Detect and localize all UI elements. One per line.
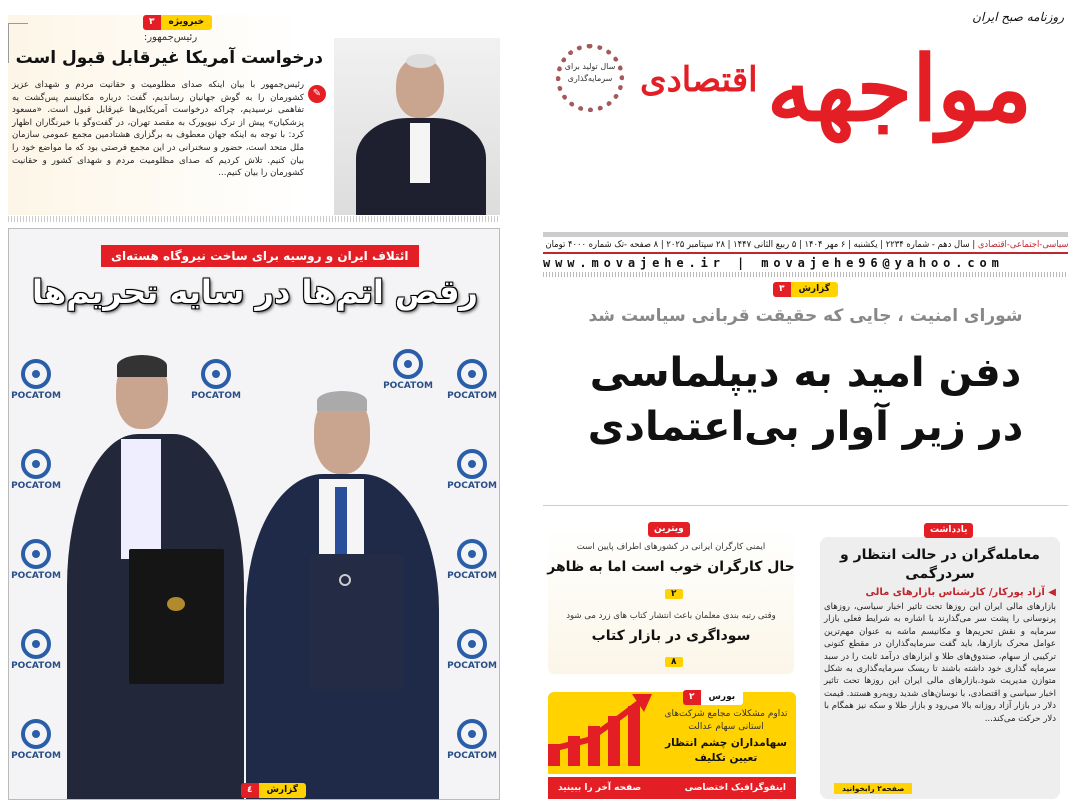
rosatom-logo-tile: [445, 359, 499, 401]
shirt: [121, 439, 161, 559]
rosatom-logo-tile: [445, 629, 499, 671]
tag-label: یادداشت: [924, 523, 973, 538]
divider: [543, 505, 1068, 506]
rosatom-word: POCATOM: [191, 391, 241, 401]
bourse-tag: [683, 690, 743, 705]
rosatom-logo-tile: [381, 349, 435, 391]
rosatom-logo-tile: [445, 539, 499, 581]
issue-details: | سال دهم - شماره ۲۲۳۴ | یکشنبه | ۶ مهر ۱۴۰۴ | ۵ ربیع الثانی ۱۴۴۷ | ۲۸ سپتامبر ۲۰۲۵ | ۸ صفحه -تک شماره ۴۰۰۰ تومان: [545, 240, 975, 250]
rosatom-logo-tile: [9, 629, 63, 671]
tag-page: ۳: [143, 15, 161, 30]
rosatom-icon: [21, 629, 51, 659]
main-story-tag: [773, 282, 838, 297]
rosatom-icon: [21, 449, 51, 479]
main-story-headline[interactable]: [543, 346, 1068, 454]
photo-story-kicker: ائتلاف ایران و روسیه برای ساخت نیروگاه هسته‌ای: [101, 245, 419, 267]
rosatom-logo-tile: [9, 539, 63, 581]
infographic-cta[interactable]: صفحه آخر را ببینید: [558, 783, 642, 793]
issue-category: سیاسی-اجتماعی-اقتصادی: [977, 240, 1068, 250]
showcase-item-kicker: ایمنی کارگران ایرانی در کشورهای اطراف پایین است: [576, 542, 766, 552]
rosatom-logo-tile: [9, 449, 63, 491]
divider: [543, 272, 1068, 277]
rosatom-icon: [393, 349, 423, 379]
rosatom-word: POCATOM: [11, 751, 61, 761]
rosatom-word: POCATOM: [11, 571, 61, 581]
newspaper-logo: مواجهه: [766, 36, 1032, 142]
document-folder-right: [309, 554, 404, 689]
tag-label: گزارش: [791, 282, 839, 297]
seal-emblem: سال تولید برای سرمایه‌گذاری: [556, 44, 624, 112]
showcase-item-headline[interactable]: حال کارگران خوب است اما به ظاهر: [547, 559, 795, 575]
author-name: آزاد پورکار/ کارشناس بازارهای مالی: [865, 587, 1045, 598]
read-more-link[interactable]: صفحه۲ رابخوانید: [834, 783, 912, 794]
rosatom-word: POCATOM: [11, 391, 61, 401]
rosatom-icon: [21, 539, 51, 569]
photo-story-tag: [241, 783, 306, 798]
main-story-kicker: شورای امنیت ، جایی که حقیقت قربانی سیاست شد: [588, 306, 1023, 326]
tag-label: خبرویژه: [161, 15, 213, 30]
showcase-tag: [648, 522, 690, 537]
note-headline[interactable]: معامله‌گران در حالت انتظار و سردرگمی: [840, 547, 1040, 582]
document-folder-left: [129, 549, 224, 684]
tag-page: ۳: [773, 282, 791, 297]
rosatom-word: POCATOM: [447, 571, 497, 581]
masthead-subtitle: روزنامه صبح ایران: [972, 10, 1064, 24]
rosatom-word: POCATOM: [383, 381, 433, 391]
rosatom-logo-tile: [9, 719, 63, 761]
issue-info-bar: [543, 232, 1068, 250]
tag-label: ویترین: [648, 522, 690, 537]
website-link[interactable]: www.movajehe.ir | movajehe96@yahoo.com: [543, 252, 1068, 270]
top-story-tag: [143, 15, 212, 30]
rosatom-word: POCATOM: [447, 481, 497, 491]
tag-page: ۲: [683, 690, 701, 705]
infographic-banner[interactable]: [548, 777, 796, 799]
note-tag: [924, 523, 973, 538]
rosatom-word: POCATOM: [447, 751, 497, 761]
trend-arrow-icon: [548, 692, 654, 772]
tag-page: ٤: [241, 783, 259, 798]
rosatom-icon: [457, 449, 487, 479]
tag-label: گزارش: [259, 783, 307, 798]
showcase-item-headline[interactable]: سوداگری در بازار کتاب: [591, 628, 751, 644]
bourse-headline[interactable]: سهامداران چشم انتظار تعیین تکلیف: [665, 737, 787, 764]
rosatom-logo-tile: [9, 359, 63, 401]
showcase-item-page[interactable]: ۲: [665, 589, 683, 599]
infographic-label: اینفوگرافیک اختصاصی: [684, 783, 786, 793]
rosatom-icon: [21, 359, 51, 389]
rosatom-icon: [457, 539, 487, 569]
rosatom-icon: [457, 719, 487, 749]
photo-story[interactable]: [8, 228, 500, 800]
rosatom-logo-tile: [445, 719, 499, 761]
president-photo: [334, 38, 500, 215]
showcase-item-page[interactable]: ۸: [665, 657, 683, 667]
top-story-headline[interactable]: درخواست آمریکا غیرقابل قبول است: [15, 48, 323, 68]
rosatom-word: POCATOM: [447, 661, 497, 671]
showcase-item-kicker: وقتی رتبه بندی معلمان باعث انتشار کتاب های زرد می شود: [566, 611, 776, 621]
rosatom-icon: [201, 359, 231, 389]
rosatom-logo-tile: [445, 449, 499, 491]
headline-line-2: در زیر آوار بی‌اعتمادی: [587, 404, 1024, 450]
rosatom-word: POCATOM: [11, 481, 61, 491]
rosatom-icon: [457, 359, 487, 389]
tag-label: بورس: [701, 690, 744, 705]
top-story-kicker: رئیس‌جمهور:: [143, 32, 198, 43]
note-author: ◀ آزاد پورکار/ کارشناس بازارهای مالی: [865, 587, 1056, 598]
rosatom-word: POCATOM: [447, 391, 497, 401]
note-body: بازارهای مالی ایران این روزها تحت تاثیر اخبار سیاسی، روزهای پرنوسانی را پشت سر می‌گذارند با اشاره به شرایط فعلی بازار سرمایه و نقش تحریم‌ها و مکانیسم ماشه به عنوان مهم‌ترین عوامل محرک بازارها، باید گفت سرمایه‌گذاران در مقطع کنونی ترکیبی از سهام، صندوق‌های طلا و ابزارهای درآمد ثابت را در سبد سرمایه گذاری خود داشته باشند تا ریسک سرمایه‌گذاری به شکل متوازن مدیریت شود.بازارهای مالی ایران این روزها تحت تاثیر اخبار سیاسی و اقتصادی، با نوسان‌های شدید روبه‌رو هستند. قیمت دلار در بازار آزاد روزانه بالا می‌رود و بازار طلا و سکه نیز همگام با دلار حرکت می‌کند...: [824, 602, 1056, 724]
bourse-kicker: تداوم مشکلات مجامع شرکت‌های استانی سهام عدالت: [664, 709, 788, 732]
newspaper-logo-sub: اقتصادی: [640, 60, 758, 100]
top-story[interactable]: [8, 15, 500, 215]
rosatom-icon: [457, 629, 487, 659]
quill-icon: ✎: [308, 85, 326, 103]
headline-line-1: دفن امید به دیپلماسی: [589, 350, 1022, 396]
rosatom-logo-tile: [189, 359, 243, 401]
top-story-body: رئیس‌جمهور با بیان اینکه صدای مظلومیت و حقانیت مردم و شهدای عزیز کشورمان را به گوش جهانیان رساندیم، گفت: درباره مکانیسم پس‌گشت به تفاهمی نرسیدیم، چراکه درخواست آمریکایی‌ها غیرقابل قبول است. «مسعود پزشکیان» پیش از ترک نیویورک به مقصد تهران، در گفت‌وگو با خبرنگاران اظهار کرد: با توجه به اینکه جهان معطوف به برگزاری هشتادمین مجمع عمومی سازمان ملل متحد است، حضور و سخنرانی در این مجمع فرصتی بود که ما مواضع خود را بیان کنیم. تلاش کردیم که صدای مظلومیت مردم و شهدای کشور و حقانیت کشورمان را بیان کنیم...: [12, 80, 304, 179]
rosatom-word: POCATOM: [11, 661, 61, 671]
divider: [8, 216, 500, 222]
photo-story-headline[interactable]: رقص اتم‌ها در سایه تحریم‌ها: [32, 273, 478, 311]
rosatom-icon: [21, 719, 51, 749]
